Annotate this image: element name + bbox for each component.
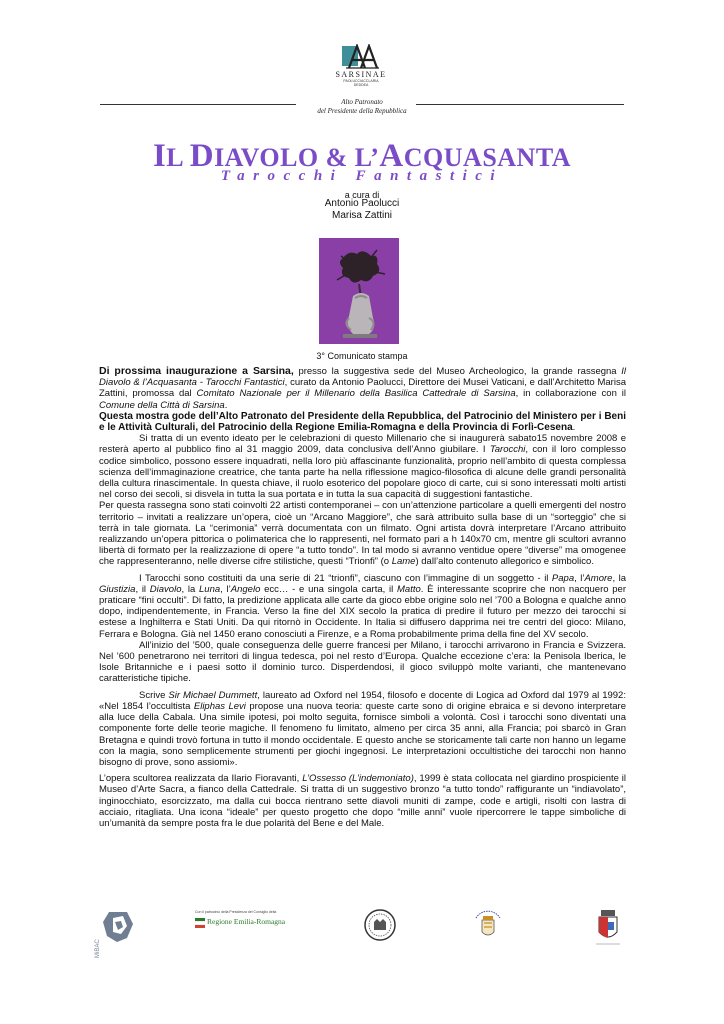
paragraph-event: Si tratta di un evento ideato per le celebrazioni di questo Millenario che si inaugurerà sabato15 novembre 2008 e resterà aperto al pubblico fino al 31 maggio 2009, data conclusiva dell’Anno giubilare. I Tarocchi, con il loro complesso codice simbolico, possono essere inquadrati, nella loro più affascinante funzionalità, proprio nell’ambito di questa complessa scienza dell’immaginazione creatrice, che tanta parte ha nella riflessione magico-filosofica di alcune delle grandi personalità della cultura rinascimentale. In questa chiave, il ruolo esoterico del popolare gioco di carte, cui si sono interessati molti artisti nel corso dei secoli, si disvela in tutta la sua portata e in tutta la sua capacità di suggestioni fantastiche. — [99, 433, 626, 501]
logo-subtitle-2: DEDDEA — [353, 83, 369, 87]
sarsina-logo — [332, 44, 390, 87]
region-name: Regione Emilia-Romagna — [207, 917, 286, 926]
exhibition-subtitle: Tarocchi Fantastici — [220, 168, 504, 184]
paragraph-artists: Per questa rassegna sono stati coinvolti 22 artisti contemporanei – con un’attenzione particolare a quelli emergenti del nostro territorio – invitati a realizzare un’opera, cioè un “Arcano Maggiore”, che sarà attribuito sulla base di un “sorteggio” che si terrà in tale giornata. La “cerimonia” verrà documentata con un filmato. Ogni artista dovrà interpretare l’Arcano attribuito realizzando un’opera pittorica o polimaterica che lo rappresenti, nel formato pari a h 140x70 cm, mentre gli scultori avranno libertà di formato per la realizzazione di opere “a tutto tondo”. In tal modo si avranno ventidue opere “diverse” ma omogenee che rappresenteranno, nelle diverse cifre stilistiche, questi “Trionfi” (o Lame) dall’alto contenuto allegorico e simbolico. — [99, 500, 626, 568]
author-name: Marisa Zattini — [331, 210, 392, 221]
patronage-line-1: Alto Patronato — [341, 98, 383, 106]
seal-logo — [363, 908, 397, 947]
logo-subtitle-1: PAOLUCCIACCLARIA — [343, 79, 379, 83]
patronage-line-2: del Presidente della Repubblica — [317, 107, 407, 115]
author-name: Antonio Paolucci — [324, 198, 400, 209]
province-crest — [590, 908, 626, 953]
paragraph-tarot-history: I Tarocchi sono costituiti da una serie di 21 “trionfi”, ciascuno con l’immagine di un soggetto - il Papa, l’Amore, la Giustizia, il Diavolo, la Luna, l’Angelo ecc… - e una singola carta, il Matto. È interessante scoprire che non nacquero per praticare “fini occulti”. Di fatto, la predizione applicata alle carte da gioco ebbe origine solo nel ’700 a Bologna e qualche anno dopo, indipendentemente, in Francia. Verso la fine del XIX secolo la pratica di predire il futuro per mezzo dei tarocchi si estese a Inghilterra e Stati Uniti. Da qui ritornò in Occidente. In Italia si diffusero dapprima nei tre centri del gioco: Milano, Ferrara e Bologna. Già nel 1450 erano conosciuti a Firenze, e a Roma probabilmente prima della fine del XV secolo. — [99, 572, 627, 640]
province-crest-icon — [590, 908, 626, 948]
authors-list — [0, 198, 724, 222]
press-release-body — [99, 366, 626, 829]
city-crest-icon — [470, 908, 506, 944]
sponsor-logos — [97, 908, 627, 958]
patronage-paragraph: Questa mostra gode dell’Alto Patronato del Presidente della Repubblica, del Patrocinio del Ministero per i Beni e le Attività Culturali, del Patrocinio della Regione Emilia-Romagna e della Provincia di Forlì-Cesena. — [99, 410, 626, 434]
press-release-label: 3° Comunicato stampa — [316, 351, 408, 361]
intro-paragraph: Di prossima inaugurazione a Sarsina, presso la suggestiva sede del Museo Archeologico, la grande rassegna Il Diavolo & l’Acquasanta - Tarocchi Fantastici, curato da Antonio Paolucci, Direttore dei Musei Vaticani, e dall’Architetto Marisa Zattini, promossa dal Comitato Nazionale per il Millenario della Basilica Cattedrale di Sarsina, in collaborazione con il Comune della Città di Sarsina. — [99, 365, 626, 411]
curated-by-label: a cura di — [344, 190, 380, 200]
region-patronage-text: Con il patrocinio della Presidenza del Consiglio della — [195, 910, 277, 914]
exhibition-title: IL DIAVOLO & L’ACQUASANTA — [152, 138, 572, 174]
paragraph-sculpture: L’opera scultorea realizzata da Ilario Fioravanti, L’Ossesso (L’indemoniato), 1999 è stata collocata nel giardino prospiciente il Museo d’Arte Sacra, a fianco della Cattedrale. Si tratta di un suggestivo bronzo “a tutto tondo” raffigurante un “indiavolato”, inginocchiato, esorcizzato, ma dalla cui bocca rientrano sette diavoli muniti di zampe, code e artigli, risolti con lastra di acciaio, ritagliata. Una icona “ideale” per questo progetto che dopo “mille anni” vuole ripercorrere le tappe simboliche di un’umanità da sempre posta fra le due polarità del Bene e del Male. — [99, 773, 627, 829]
city-of-sarsina-crest — [470, 908, 506, 949]
logo-name: SARSINAE — [335, 70, 387, 79]
paragraph-dummett: Scrive Sir Michael Dummett, laureato ad Oxford nel 1954, filosofo e docente di Logica ad Oxford dal 1979 al 1992: «Nel 1854 l’occultista Eliphas Levi propose una nuova teoria: queste carte sono di origine ebraica e si devono interpretare alla luce della Cabala. Una simile ipotesi, poi molto seguita, fornisce simboli a volontà. Così i tarocchi sono diventati una componente forte delle teorie magiche. Il fenomeno fu limitato, almeno per circa 35 anni, alla Francia; poi sbarcò in Gran Bretagna e quindi trovò fortuna in tutto il mondo occidentale. E questo anche se storicamente tali carte non hanno un legame con la magia, sono semplicemente strumenti per giochi ingegnosi. Le interpretazioni occultistiche dei tarocchi non hanno bisogno di prove, sono assiomi». — [99, 689, 626, 768]
patronage-heading — [310, 98, 414, 116]
exhibition-poster-image — [319, 238, 399, 344]
divider-right — [416, 104, 624, 105]
round-seal-icon — [363, 908, 397, 942]
mibac-logo — [97, 908, 141, 963]
paragraph-spread: All’inizio del ’500, quale conseguenza delle guerre francesi per Milano, i tarocchi arrivarono in Francia e Svizzera. Nel ’600 penetrarono nei territori di lingua tedesca, poi nel resto d’Europa. Qualche eccezione c’era: la Penisola Iberica, le Isole Britanniche e i paesi sotto il dominio turco. Disperdendosi, il gioco sviluppò molte varianti, che mantenevano caratteristiche tipiche. — [99, 639, 626, 685]
region-flag-icon — [195, 918, 205, 928]
mibac-icon — [97, 908, 141, 958]
divider-left — [100, 104, 296, 105]
mibac-label: MiBAC — [95, 939, 101, 958]
sarsina-emblem-icon — [341, 44, 381, 70]
emilia-romagna-logo — [195, 910, 305, 926]
